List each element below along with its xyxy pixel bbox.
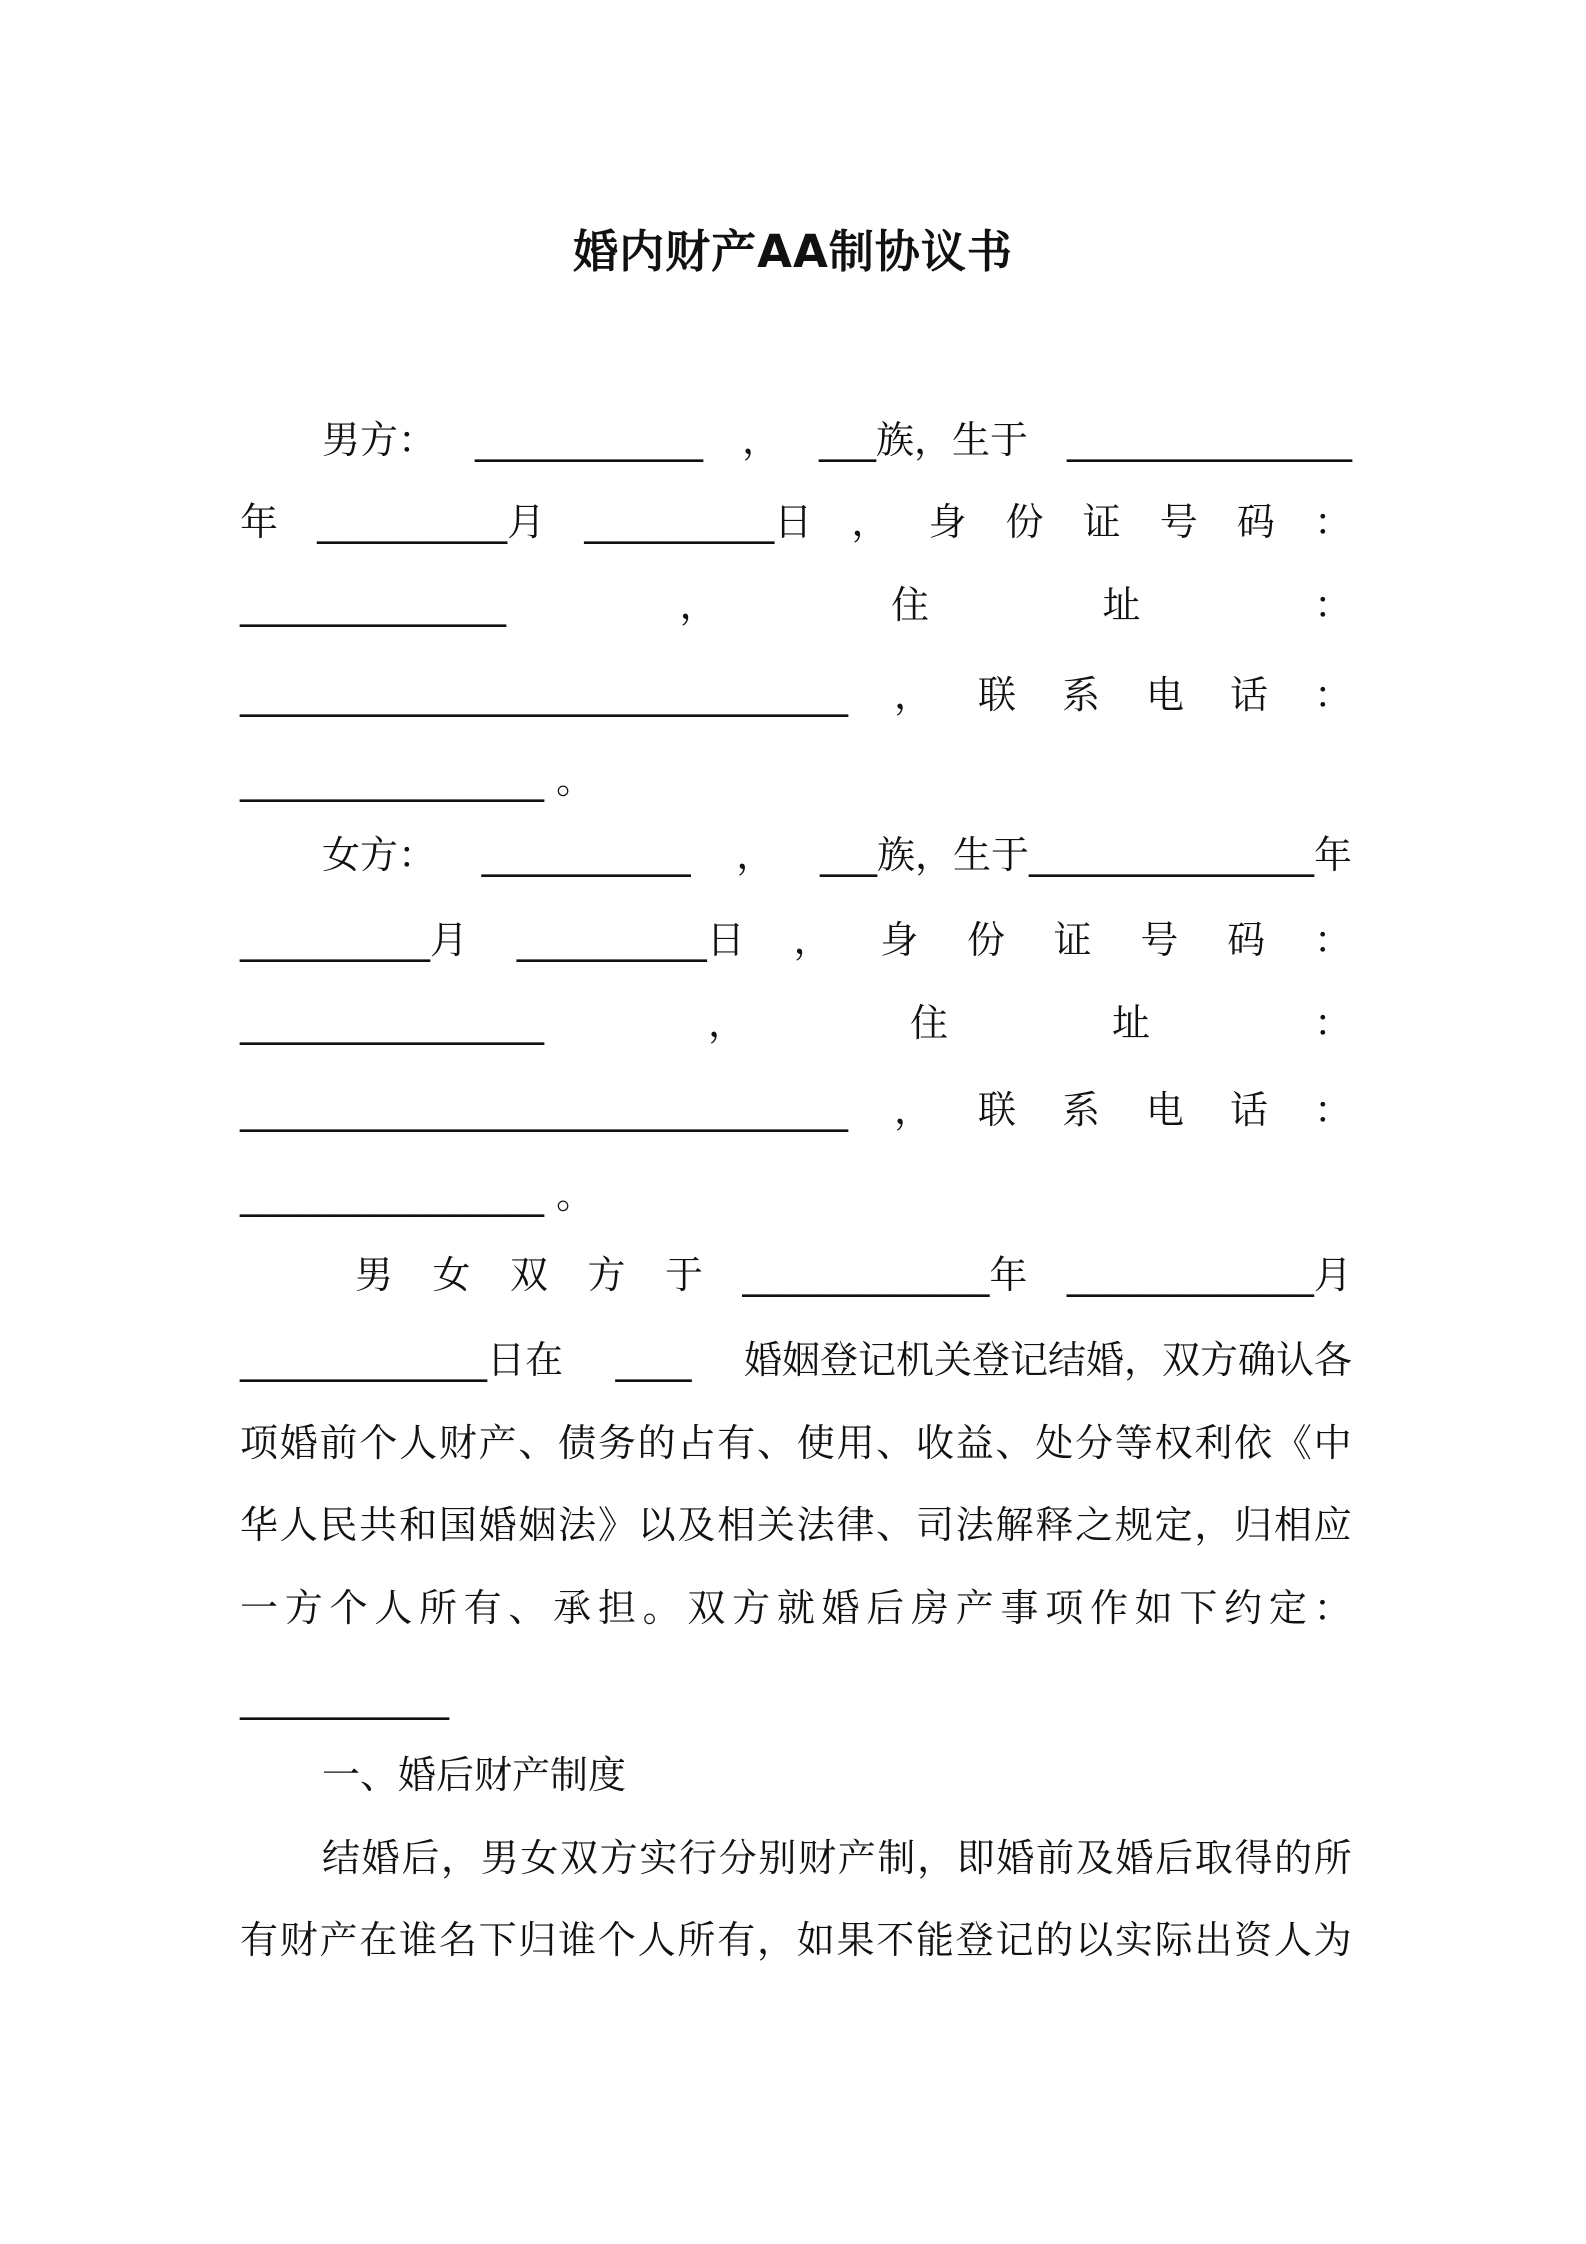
paragraph-line bbox=[240, 1413, 1352, 1473]
text-segment: ， bbox=[736, 833, 775, 877]
character: 别 bbox=[758, 1836, 797, 1880]
character: 担 bbox=[597, 1586, 636, 1630]
character: 法 bbox=[955, 1503, 994, 1547]
character: 产 bbox=[478, 1421, 517, 1465]
character: 产 bbox=[955, 1586, 994, 1630]
text-segment: 份 bbox=[966, 918, 1005, 962]
character: 有 bbox=[717, 1421, 756, 1465]
text-segment: 联 bbox=[977, 1088, 1016, 1132]
text-segment: ： bbox=[1313, 500, 1352, 544]
male-name-blank: ____________ bbox=[475, 418, 703, 462]
character: 规 bbox=[1114, 1503, 1153, 1547]
character: 权 bbox=[1154, 1421, 1193, 1465]
text-segment: 话 bbox=[1229, 1088, 1268, 1132]
text-segment: 住 bbox=[909, 1001, 948, 1045]
character: 释 bbox=[1035, 1503, 1074, 1547]
character: 人 bbox=[1273, 1918, 1312, 1962]
character: 用 bbox=[836, 1421, 875, 1465]
character: 方 bbox=[599, 1836, 638, 1880]
character: 法 bbox=[558, 1503, 597, 1547]
character: 制 bbox=[877, 1836, 916, 1880]
character: 的 bbox=[1035, 1918, 1074, 1962]
character: 使 bbox=[796, 1421, 835, 1465]
character: 婚 bbox=[279, 1421, 318, 1465]
character: 为 bbox=[1313, 1918, 1352, 1962]
character: 律 bbox=[836, 1503, 875, 1547]
text-segment: ： bbox=[1313, 1001, 1352, 1045]
character: 就 bbox=[776, 1586, 815, 1630]
male-party-line-2 bbox=[240, 492, 1352, 552]
character: 双 bbox=[687, 1586, 726, 1630]
character: 关 bbox=[756, 1503, 795, 1547]
character: 相 bbox=[717, 1503, 756, 1547]
character: 等 bbox=[1114, 1421, 1153, 1465]
document-title: 婚内财产AA制协议书 bbox=[573, 225, 1013, 278]
character: 之 bbox=[1075, 1503, 1114, 1547]
character: 司 bbox=[916, 1503, 955, 1547]
character: 产 bbox=[319, 1918, 358, 1962]
character: 共 bbox=[359, 1503, 398, 1547]
male-phone-line: ________________ 。 bbox=[240, 758, 595, 802]
character: 国 bbox=[438, 1503, 477, 1547]
male-address-blank: ________________________________ bbox=[240, 673, 848, 717]
character: 姻 bbox=[518, 1503, 557, 1547]
character: 男 bbox=[480, 1836, 519, 1880]
text-segment: 双 bbox=[509, 1253, 548, 1297]
text-segment: 身 bbox=[880, 918, 919, 962]
character: 分 bbox=[1075, 1421, 1114, 1465]
character: 产 bbox=[837, 1836, 876, 1880]
text-segment: 码 bbox=[1236, 500, 1275, 544]
male-party-line-1 bbox=[240, 410, 1352, 470]
character: 中 bbox=[1313, 1421, 1352, 1465]
text-segment: 址 bbox=[1102, 583, 1141, 627]
character: 出 bbox=[1194, 1918, 1233, 1962]
character: 、 bbox=[876, 1503, 915, 1547]
male-id-blank: ______________ bbox=[240, 583, 506, 627]
male-birth-year-blank: _______________ bbox=[1066, 418, 1352, 462]
marriage-year-blank: _____________年 bbox=[742, 1253, 1028, 1297]
text-segment: 电 bbox=[1145, 1088, 1184, 1132]
character: 能 bbox=[916, 1918, 955, 1962]
character: 的 bbox=[1274, 1836, 1313, 1880]
character: 谁 bbox=[558, 1918, 597, 1962]
character: 一 bbox=[240, 1586, 279, 1630]
character: 行 bbox=[679, 1836, 718, 1880]
character: 依 bbox=[1234, 1421, 1273, 1465]
character: 、 bbox=[756, 1421, 795, 1465]
text-segment: ， bbox=[741, 418, 780, 462]
character: 前 bbox=[319, 1421, 358, 1465]
character: 个 bbox=[597, 1918, 636, 1962]
character: 实 bbox=[639, 1836, 678, 1880]
text-segment: 男 bbox=[355, 1253, 394, 1297]
character: 取 bbox=[1194, 1836, 1233, 1880]
character: ： bbox=[1313, 1586, 1352, 1630]
marriage-registration-line bbox=[240, 1330, 1352, 1390]
character: 项 bbox=[240, 1421, 279, 1465]
text-segment: 号 bbox=[1140, 918, 1179, 962]
character: 在 bbox=[359, 1918, 398, 1962]
character: 后 bbox=[401, 1836, 440, 1880]
character: 的 bbox=[637, 1421, 676, 1465]
male-party-line-4 bbox=[240, 665, 1352, 725]
female-id-blank: ________________ bbox=[240, 1001, 544, 1045]
text-segment: 身 bbox=[928, 500, 967, 544]
marriage-month-blank: _____________月 bbox=[1066, 1253, 1352, 1297]
female-party-line-2 bbox=[240, 910, 1352, 970]
text-segment: 份 bbox=[1005, 500, 1044, 544]
character: 婚 bbox=[361, 1836, 400, 1880]
character: 务 bbox=[597, 1421, 636, 1465]
female-name-blank: ___________ bbox=[481, 833, 691, 877]
female-party-line-4 bbox=[240, 1080, 1352, 1140]
character: 婚 bbox=[478, 1503, 517, 1547]
text-segment: ， bbox=[851, 500, 890, 544]
character: 事 bbox=[1000, 1586, 1039, 1630]
character: 有 bbox=[463, 1586, 502, 1630]
character: 以 bbox=[1075, 1918, 1114, 1962]
character: 名 bbox=[438, 1918, 477, 1962]
character: 果 bbox=[836, 1918, 875, 1962]
character: ， bbox=[917, 1836, 956, 1880]
character: 、 bbox=[508, 1586, 547, 1630]
female-birth-day: __________日 bbox=[516, 918, 745, 962]
character: 婚 bbox=[996, 1836, 1035, 1880]
paragraph-line bbox=[240, 1578, 1352, 1638]
text-segment: 电 bbox=[1145, 673, 1184, 717]
character: 及 bbox=[677, 1503, 716, 1547]
character: 得 bbox=[1234, 1836, 1273, 1880]
character: 财 bbox=[279, 1918, 318, 1962]
character: 双 bbox=[560, 1836, 599, 1880]
text-segment: 于 bbox=[664, 1253, 703, 1297]
character: 归 bbox=[518, 1918, 557, 1962]
character: 登 bbox=[955, 1918, 994, 1962]
character: 及 bbox=[1075, 1836, 1114, 1880]
character: 人 bbox=[637, 1918, 676, 1962]
character: 结 bbox=[322, 1836, 361, 1880]
text-segment: ： bbox=[1313, 673, 1352, 717]
character: 婚 bbox=[1115, 1836, 1154, 1880]
character: 有 bbox=[240, 1918, 279, 1962]
character: 、 bbox=[995, 1421, 1034, 1465]
text-segment: 住 bbox=[890, 583, 929, 627]
character: 承 bbox=[553, 1586, 592, 1630]
character: 人 bbox=[374, 1586, 413, 1630]
text-segment: ， bbox=[707, 1001, 746, 1045]
character: 债 bbox=[558, 1421, 597, 1465]
text-segment: 号 bbox=[1159, 500, 1198, 544]
character: 所 bbox=[418, 1586, 457, 1630]
text-segment: ， bbox=[793, 918, 832, 962]
character: 方 bbox=[284, 1586, 323, 1630]
male-birth-day: __________日 bbox=[584, 500, 813, 544]
character: 下 bbox=[478, 1918, 517, 1962]
character: 财 bbox=[798, 1836, 837, 1880]
character: 前 bbox=[1036, 1836, 1075, 1880]
character: 实 bbox=[1114, 1918, 1153, 1962]
text-segment: ： bbox=[1313, 918, 1352, 962]
character: 项 bbox=[1045, 1586, 1084, 1630]
character: 财 bbox=[438, 1421, 477, 1465]
character: 定 bbox=[1154, 1503, 1193, 1547]
character: 后 bbox=[1155, 1836, 1194, 1880]
text-segment: 话 bbox=[1229, 673, 1268, 717]
character: 后 bbox=[866, 1586, 905, 1630]
character: 人 bbox=[279, 1503, 318, 1547]
character: 所 bbox=[677, 1918, 716, 1962]
character: 华 bbox=[240, 1503, 279, 1547]
character: 、 bbox=[518, 1421, 557, 1465]
character: 利 bbox=[1194, 1421, 1233, 1465]
character: 益 bbox=[955, 1421, 994, 1465]
text-segment: 系 bbox=[1061, 1088, 1100, 1132]
text-segment: 女 bbox=[432, 1253, 471, 1297]
character: 作 bbox=[1089, 1586, 1128, 1630]
character: 收 bbox=[916, 1421, 955, 1465]
character: 定 bbox=[1268, 1586, 1307, 1630]
female-label: 女方： bbox=[322, 833, 437, 877]
character: 处 bbox=[1035, 1421, 1074, 1465]
character: 相 bbox=[1273, 1503, 1312, 1547]
male-birth-month: __________月 bbox=[317, 500, 546, 544]
text-segment: ： bbox=[1313, 583, 1352, 627]
text-segment: ， bbox=[893, 1088, 932, 1132]
text-segment: 联 bbox=[977, 673, 1016, 717]
character: 资 bbox=[1234, 1918, 1273, 1962]
character: 有 bbox=[717, 1918, 756, 1962]
character: ， bbox=[756, 1918, 795, 1962]
character: 民 bbox=[319, 1503, 358, 1547]
character: 际 bbox=[1154, 1918, 1193, 1962]
text-segment: 址 bbox=[1111, 1001, 1150, 1045]
male-ethnicity-birth: ___族，生于 bbox=[818, 418, 1028, 462]
character: 婚 bbox=[821, 1586, 860, 1630]
female-birth-month: __________月 bbox=[240, 918, 469, 962]
character: 女 bbox=[520, 1836, 559, 1880]
text-segment: 方 bbox=[587, 1253, 626, 1297]
paragraph-line bbox=[240, 1495, 1352, 1555]
character: 即 bbox=[956, 1836, 995, 1880]
character: 记 bbox=[995, 1918, 1034, 1962]
text-segment: 系 bbox=[1061, 673, 1100, 717]
text-segment: 婚姻登记机关登记结婚，双方确认各 bbox=[743, 1338, 1352, 1382]
text-segment: 年 bbox=[240, 500, 279, 544]
section-heading: 一、婚后财产制度 bbox=[322, 1753, 627, 1797]
text-segment: 证 bbox=[1082, 500, 1121, 544]
character: 解 bbox=[995, 1503, 1034, 1547]
character: 如 bbox=[1134, 1586, 1173, 1630]
text-segment: ， bbox=[893, 673, 932, 717]
paragraph-line bbox=[240, 1910, 1352, 1970]
female-party-line-1 bbox=[240, 825, 1352, 885]
character: 以 bbox=[637, 1503, 676, 1547]
character: 房 bbox=[911, 1586, 950, 1630]
character: 法 bbox=[796, 1503, 835, 1547]
character: 归 bbox=[1234, 1503, 1273, 1547]
character: 。 bbox=[642, 1586, 681, 1630]
character: 》 bbox=[597, 1503, 636, 1547]
marriage-date-line bbox=[240, 1245, 1352, 1305]
character: 谁 bbox=[399, 1918, 438, 1962]
character: 下 bbox=[1179, 1586, 1218, 1630]
character: 所 bbox=[1313, 1836, 1352, 1880]
character: ， bbox=[1194, 1503, 1233, 1547]
male-label: 男方： bbox=[322, 418, 437, 462]
character: 不 bbox=[876, 1918, 915, 1962]
text-segment: 码 bbox=[1227, 918, 1266, 962]
text-segment: 证 bbox=[1053, 918, 1092, 962]
character: 分 bbox=[718, 1836, 757, 1880]
character: 应 bbox=[1313, 1503, 1352, 1547]
female-address-blank: ________________________________ bbox=[240, 1088, 848, 1132]
character: 约 bbox=[1224, 1586, 1263, 1630]
character: 人 bbox=[399, 1421, 438, 1465]
character: ， bbox=[441, 1836, 480, 1880]
character: 《 bbox=[1273, 1421, 1312, 1465]
character: 、 bbox=[876, 1421, 915, 1465]
female-ethnicity-birth: ___族，生于_______________年 bbox=[819, 833, 1352, 877]
registration-office-blank: ____ bbox=[615, 1338, 692, 1382]
female-party-line-3 bbox=[240, 993, 1352, 1053]
agreement-blank: ___________ bbox=[240, 1676, 449, 1720]
character: 个 bbox=[359, 1421, 398, 1465]
character: 方 bbox=[732, 1586, 771, 1630]
character: 个 bbox=[329, 1586, 368, 1630]
text-segment: ， bbox=[679, 583, 718, 627]
paragraph-line bbox=[240, 1828, 1352, 1888]
character: 如 bbox=[796, 1918, 835, 1962]
character: 和 bbox=[399, 1503, 438, 1547]
text-segment: ： bbox=[1313, 1088, 1352, 1132]
female-phone-line: ________________ 。 bbox=[240, 1173, 595, 1217]
marriage-day-blank: _____________日在 bbox=[240, 1338, 564, 1382]
male-party-line-3 bbox=[240, 575, 1352, 635]
character: 占 bbox=[677, 1421, 716, 1465]
